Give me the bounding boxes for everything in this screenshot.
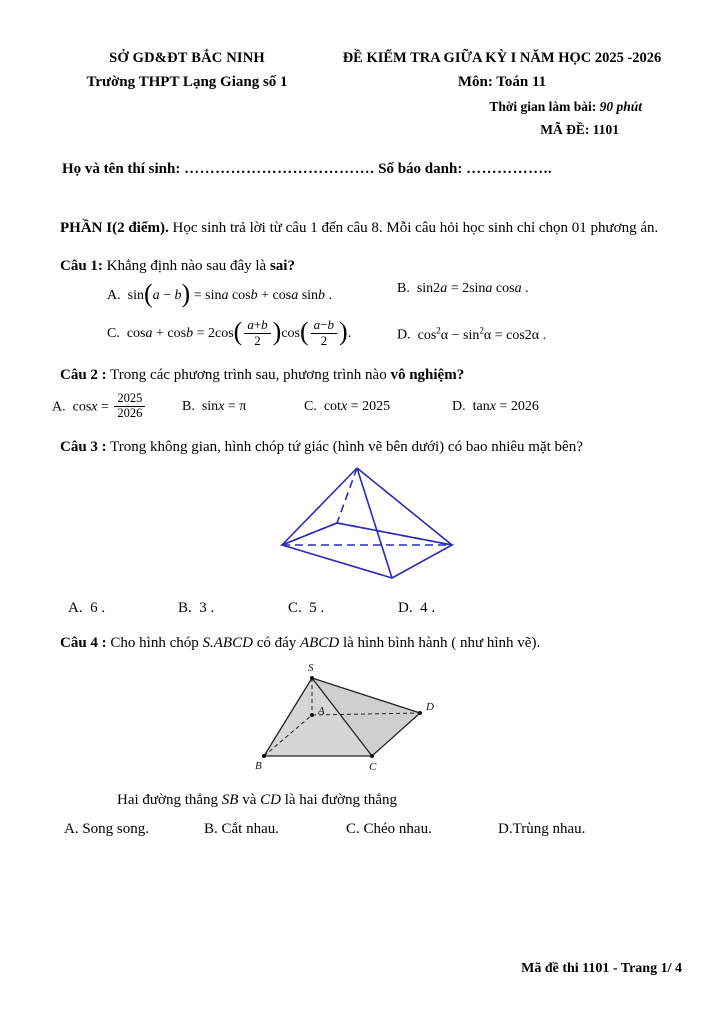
question-2-options xyxy=(52,390,682,422)
option-letter: D. xyxy=(398,599,413,616)
question-1-option-a[interactable]: A. sin(a − b) = sina cosb + cosa sinb . xyxy=(107,279,333,309)
department-name: SỞ GD&ĐT BẮC NINH xyxy=(109,50,265,66)
figure-pyramid-sabcd xyxy=(52,658,682,778)
question-1-option-c[interactable]: C. cosa + cosb = 2cos( $\frac{a+b}{2}$ )cos( $\frac{a-b}{2}$ ). xyxy=(107,317,352,348)
part-1-instructions xyxy=(52,218,682,240)
option-value: 6 xyxy=(90,599,98,616)
question-2-option-d[interactable]: D. tanx = 2026 xyxy=(452,399,539,414)
option-letter: B. xyxy=(182,399,195,414)
question-4-option-c[interactable]: C. Chéo nhau. xyxy=(346,821,432,838)
duration-label: Thời gian làm bài: xyxy=(489,99,597,114)
figure-quadrilateral-pyramid xyxy=(52,465,682,590)
sabcd-diagram xyxy=(252,658,482,778)
page-footer: Mã đề thi 1101 - Trang 1/ 4 xyxy=(521,961,682,976)
question-2-option-c[interactable]: C. cotx = 2025 xyxy=(304,399,391,414)
option-letter: A. xyxy=(68,599,83,616)
question-4-option-b[interactable]: B. Cắt nhau. xyxy=(204,821,279,838)
question-3 xyxy=(52,436,682,459)
school-name: Trường THPT Lạng Giang số 1 xyxy=(86,74,288,90)
question-2-label: Câu 2 : xyxy=(60,367,107,384)
question-3-options xyxy=(52,600,682,617)
svg-text:C: C xyxy=(369,761,377,774)
subject-name: Môn: Toán 11 xyxy=(457,74,547,90)
question-3-label: Câu 3 : xyxy=(60,439,107,456)
question-2-option-b[interactable]: B. sinx = π xyxy=(182,399,247,414)
student-id-label: Số báo danh: xyxy=(378,161,463,177)
question-3-option-c[interactable]: C. 5 . xyxy=(288,599,325,616)
question-1-option-b[interactable]: B. sin2a = 2sina cosa . xyxy=(397,281,529,297)
option-letter: A. xyxy=(107,288,121,304)
student-name-blank: ………………………………. xyxy=(184,161,375,177)
fraction-2025-2026: $\frac{2025}{2026}$ xyxy=(114,392,145,421)
svg-text:D: D xyxy=(426,701,434,714)
student-info-line xyxy=(52,161,682,178)
svg-text:A: A xyxy=(318,705,325,718)
question-3-option-d[interactable]: D. 4 . xyxy=(398,599,436,616)
option-letter: C. xyxy=(304,399,317,414)
question-4-subtext: Hai đường thẳng SB và CD là hai đường thẳng xyxy=(117,792,398,809)
question-2-text: Trong các phương trình sau, phương trình nào xyxy=(106,367,391,384)
question-1-options-row-2 xyxy=(52,319,682,349)
header-row-department xyxy=(52,50,682,67)
question-4-option-d[interactable]: D.Trùng nhau. xyxy=(498,821,586,838)
option-letter: D. xyxy=(452,399,466,414)
exam-code: MÃ ĐỀ: 1101 xyxy=(540,122,619,137)
question-4-option-a[interactable]: A. Song song. xyxy=(64,821,150,838)
question-3-option-b[interactable]: B. 3 . xyxy=(178,599,215,616)
svg-text:B: B xyxy=(255,760,262,773)
question-1-text: Khẳng định nào sau đây là xyxy=(102,257,270,274)
question-1-bold-tail: sai? xyxy=(269,257,295,274)
option-value: 3 xyxy=(199,599,207,616)
option-letter: A. xyxy=(52,399,66,415)
exam-duration xyxy=(52,99,682,115)
question-3-text: Trong không gian, hình chóp tứ giác (hình vẽ bên dưới) có bao nhiêu mặt bên? xyxy=(106,439,583,456)
question-3-option-a[interactable]: A. 6 . xyxy=(68,599,106,616)
option-value: 5 xyxy=(309,599,317,616)
question-1-label: Câu 1: xyxy=(60,257,103,274)
option-letter: C. xyxy=(107,326,120,342)
question-4-text: Cho hình chóp S.ABCD có đáy ABCD là hình bình hành ( như hình vẽ). xyxy=(106,634,541,651)
duration-value: 90 phút xyxy=(599,99,642,114)
question-1-options-row-1 xyxy=(52,281,682,311)
option-letter: B. xyxy=(397,281,410,297)
option-letter: C. xyxy=(288,599,302,616)
question-4 xyxy=(52,632,682,655)
student-name-label: Họ và tên thí sinh: xyxy=(62,161,181,177)
page-content xyxy=(52,50,682,838)
option-value: 4 xyxy=(420,599,428,616)
part-1-title: PHẦN I(2 điểm). xyxy=(60,220,169,236)
pyramid-diagram xyxy=(277,465,457,590)
question-2-option-a[interactable]: A. cosx = $\frac{2025}{2026}$ xyxy=(52,393,182,422)
part-1-text: Học sinh trả lời từ câu 1 đến câu 8. Mỗi câu hỏi học sinh chỉ chọn 01 phương án. xyxy=(168,220,659,236)
question-2-bold-tail: vô nghiệm? xyxy=(390,367,465,384)
question-4-label: Câu 4 : xyxy=(60,634,107,651)
svg-text:S: S xyxy=(308,662,314,675)
question-1 xyxy=(52,255,682,278)
exam-title: ĐỀ KIỂM TRA GIỮA KỲ I NĂM HỌC 2025 -2026 xyxy=(342,50,662,66)
option-letter: B. xyxy=(178,599,192,616)
question-2 xyxy=(52,364,682,387)
option-letter: D. xyxy=(397,327,411,343)
student-id-blank: …………….. xyxy=(466,161,553,177)
question-4-options xyxy=(52,821,682,838)
header-row-school xyxy=(52,74,682,91)
question-1-option-d[interactable]: D. $\cos^2\alpha - \sin^2\alpha = \cos 2\alpha$ . xyxy=(397,324,547,343)
